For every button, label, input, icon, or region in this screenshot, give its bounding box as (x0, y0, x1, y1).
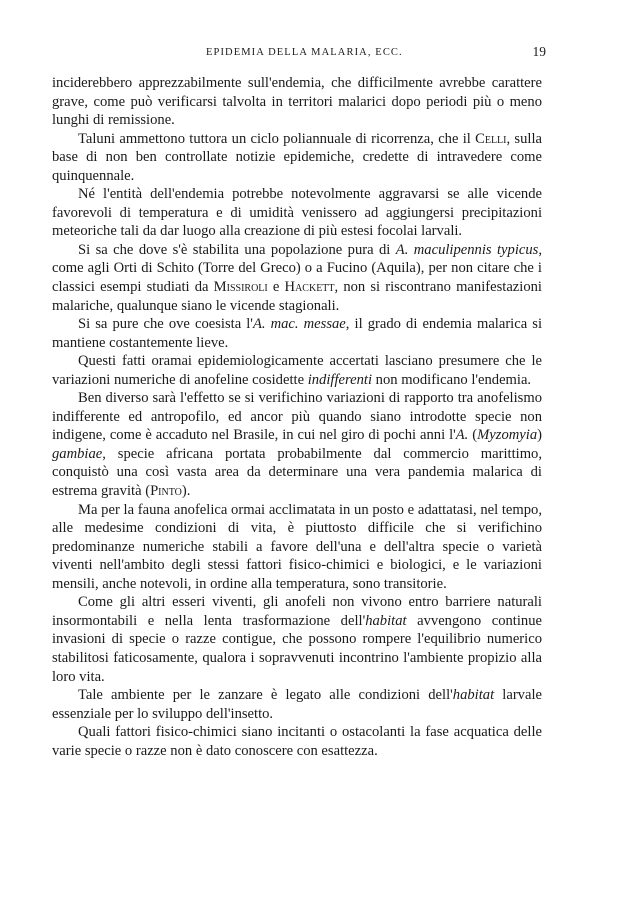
running-title: EPIDEMIA DELLA MALARIA, ECC. (206, 47, 403, 58)
paragraph-4: Si sa che dove s'è stabilita una popolazione pura di A. maculipennis typicus, come agli Orti di Schito (Torre del Greco) o a Fucino (Aquila), per non citare che i classici esempi studiati da Missiroli e Hackett, non si riscontrano manifestazioni malariche, qualunque siano le vicende stagionali. (52, 241, 542, 314)
paragraph-5: Si sa pure che ove coesista l'A. mac. messae, il grado di endemia malarica si mantiene costantemente lieve. (52, 316, 543, 351)
paragraph-3: Né l'entità dell'endemia potrebbe notevolmente aggravarsi se alle vicende favorevoli di temperatura e di umidità venissero ad aggiungersi precipitazioni meteoriche tali da dar luogo alla creazione di più estesi focolai larvali. (52, 186, 542, 240)
paragraph-1: inciderebbero apprezzabilmente sull'endemia, che difficilmente avrebbe carattere grave, come può verificarsi talvolta in territori malarici dopo periodi più o meno lunghi di remissione. (52, 75, 542, 129)
paragraph-8: Ma per la fauna anofelica ormai acclimatata in un posto e adattatasi, nel tempo, alle medesime condizioni di vita, è piuttosto difficile che si verifichino predominanze numeriche stabili a favore dell'una e dell'altra specie o varietà viventi nell'ambito degli stessi fattori fisico-chimici e biologici, e le variazioni mensili, anche notevoli, in ordine alla temperatura, sono transitorie. (52, 501, 542, 592)
running-header (56, 44, 546, 64)
species-name: A. maculipennis typicus (395, 241, 539, 258)
author-name: Pinto (150, 483, 182, 500)
page-number: 19 (532, 44, 546, 59)
author-name: Missiroli (213, 279, 268, 296)
paragraph-9: Come gli altri esseri viventi, gli anofeli non vivono entro barriere naturali insormontabili e nella lenta trasformazione dell'habitat avvengono continue invasioni di specie o razze contigue, che possono rompere l'equilibrio numerico stabilitosi faticosamente, qualora i sopravvenuti incontrino l'ambiente propizio alla loro vita. (52, 594, 542, 685)
species-name: A. (455, 427, 469, 444)
body-text (52, 74, 542, 760)
paragraph-6: Questi fatti oramai epidemiologicamente accertati lasciano presumere che le variazioni numeriche di anofeline cosidette indifferenti non modificano l'endemia. (52, 353, 542, 388)
species-name: A. mac. messae (252, 316, 346, 333)
species-name: Myzomyia (477, 427, 538, 444)
paragraph-10: Tale ambiente per le zanzare è legato alle condizioni dell'habitat larvale essenziale per lo sviluppo dell'insetto. (52, 687, 542, 722)
emphasis-term: habitat (365, 612, 407, 629)
paragraph-11: Quali fattori fisico-chimici siano incitanti o ostacolanti la fase acquatica delle varie specie o razze non è dato conoscere con esattezza. (52, 724, 542, 759)
species-name: gambiae (52, 445, 103, 462)
paragraph-7: Ben diverso sarà l'effetto se si verifichino variazioni di rapporto tra anofelismo indifferente ed antropofilo, ed ancor più quando siano introdotte specie non indigene, come è accaduto nel Brasile, in cui nel giro di pochi anni l'A. (Myzomyia) gambiae, specie africana portata probabilmente dal commercio marittimo, conquistò una così vasta area da determinare una vera pandemia malarica di estrema gravità (Pinto). (52, 390, 542, 500)
emphasis-term: indifferenti (307, 371, 373, 388)
paragraph-2: Taluni ammettono tuttora un ciclo poliannuale di ricorrenza, che il Celli, sulla base di non ben controllate notizie epidemiche, credette di intravedere come quinquennale. (52, 130, 542, 184)
author-name: Hackett (284, 279, 335, 296)
author-name: Celli (475, 130, 507, 147)
emphasis-term: habitat (452, 687, 495, 704)
